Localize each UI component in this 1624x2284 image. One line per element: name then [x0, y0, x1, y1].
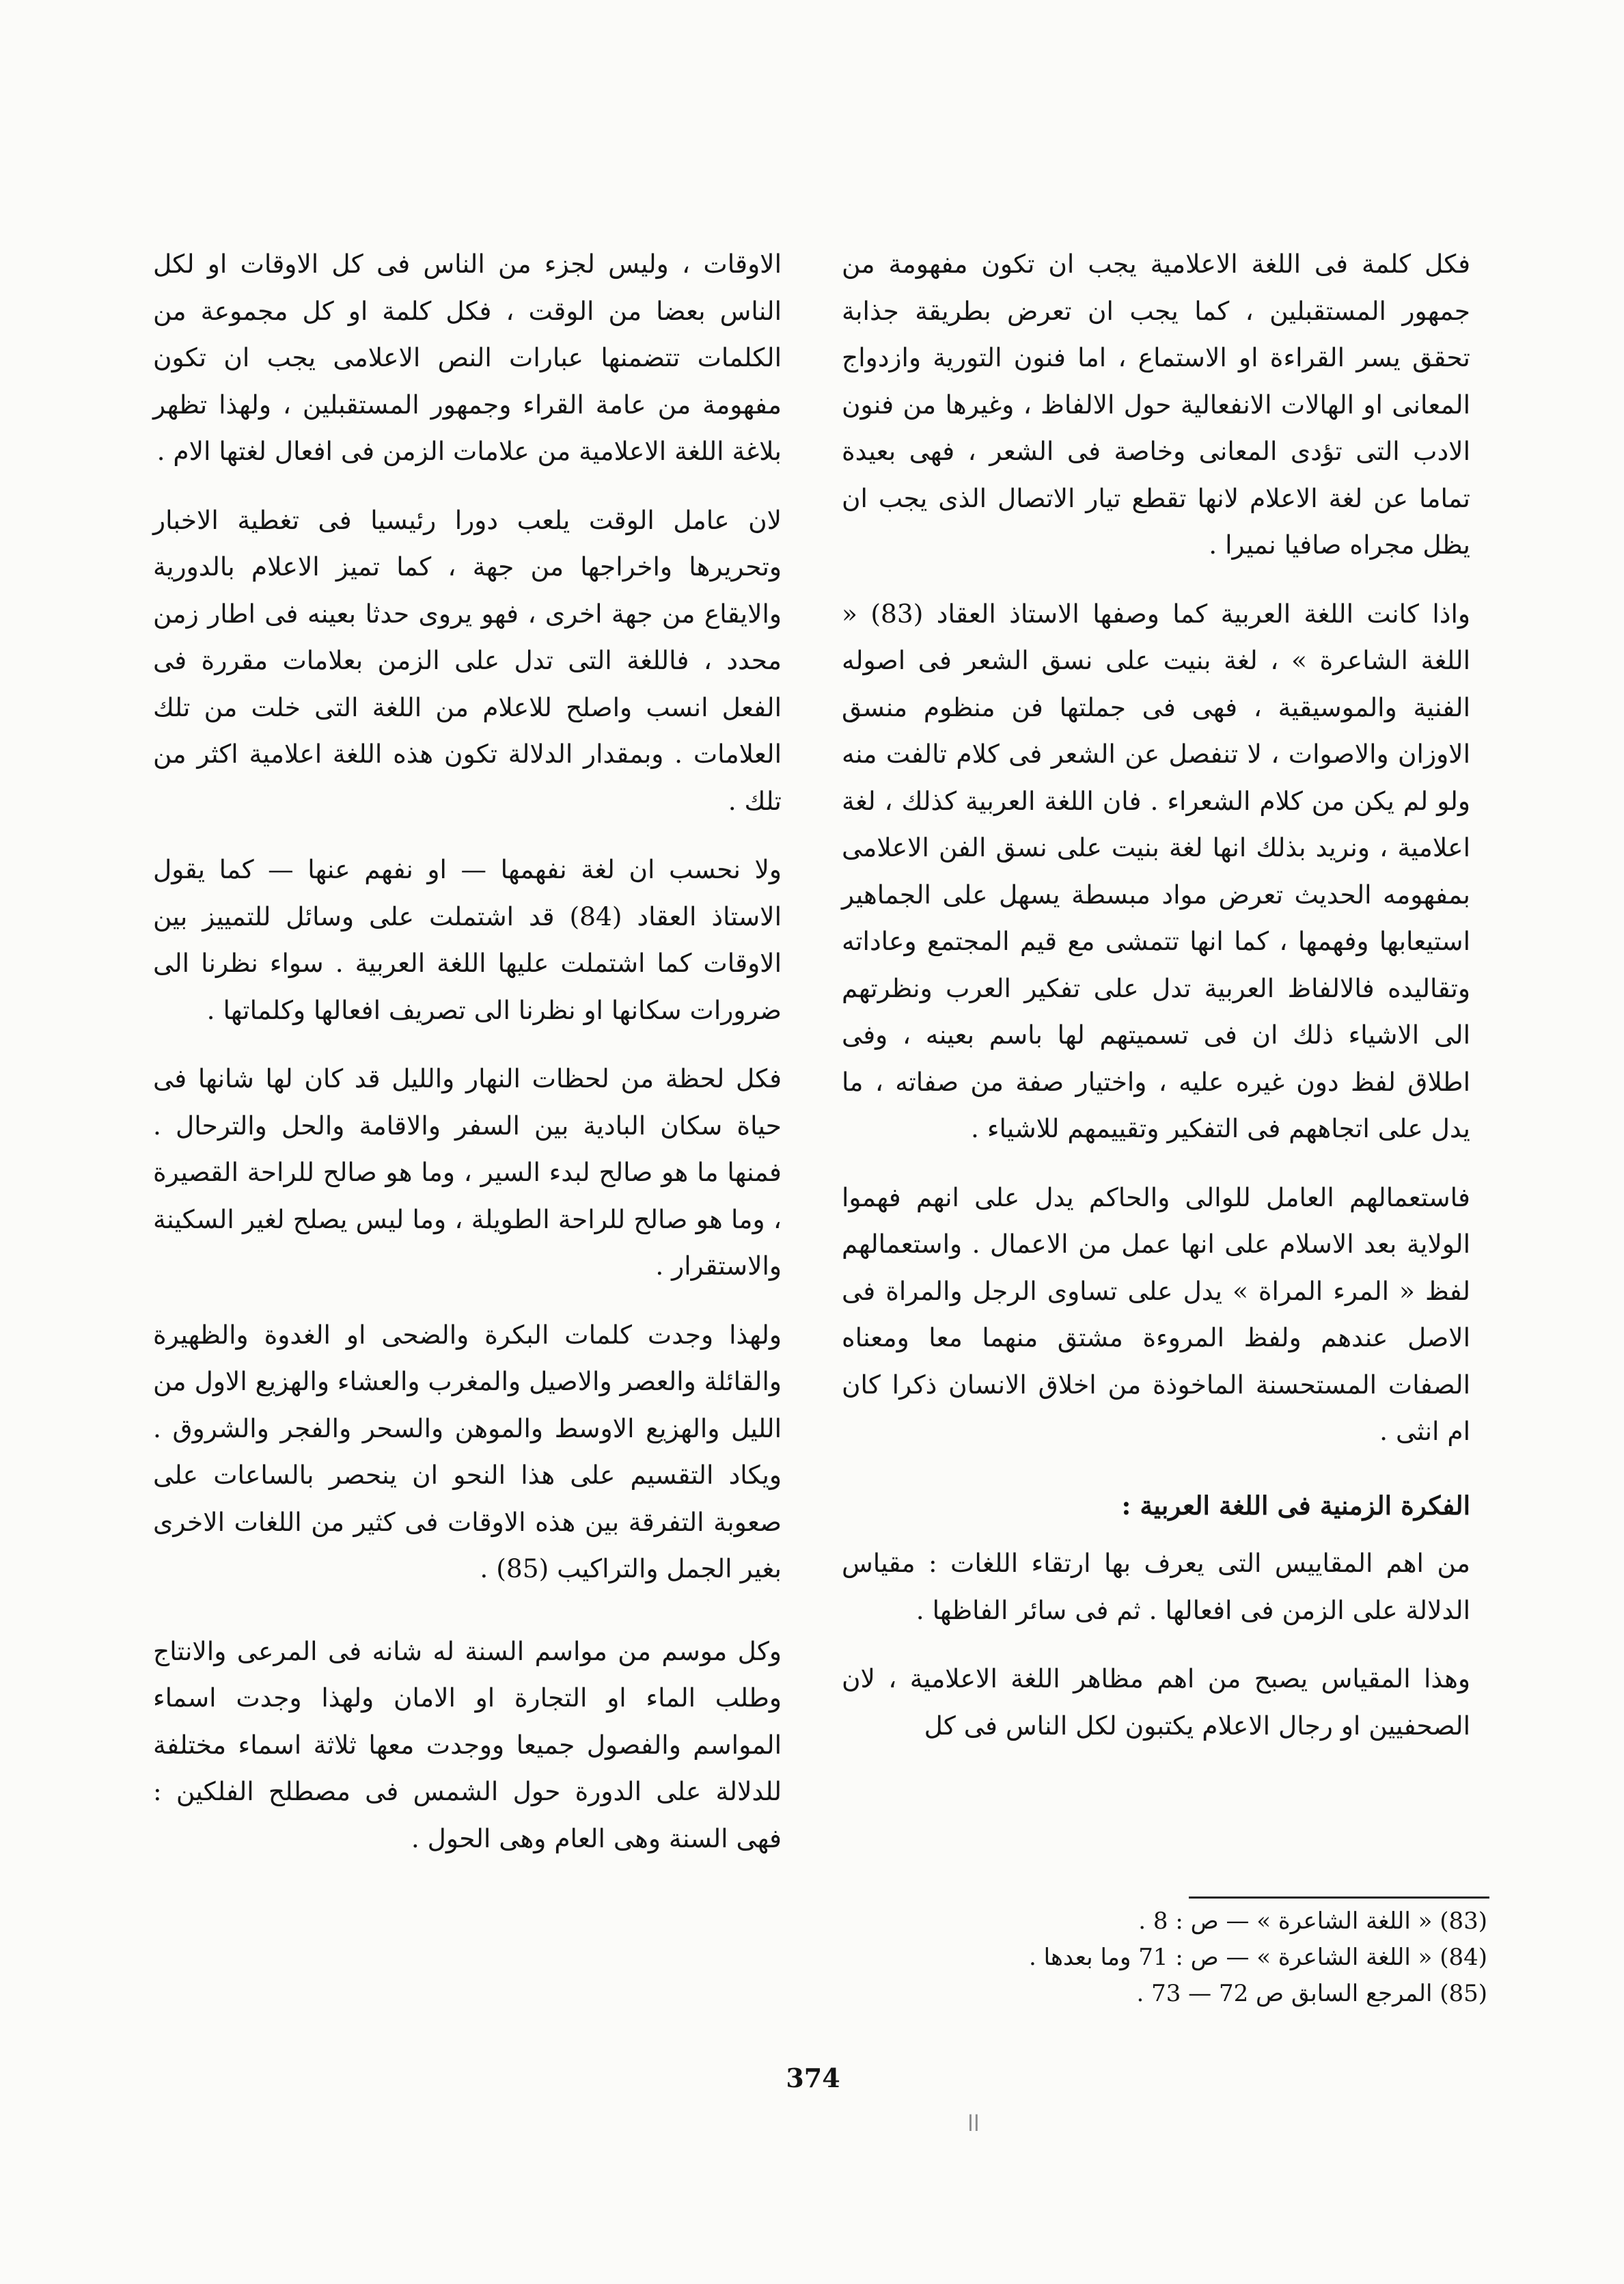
paragraph: ولا نحسب ان لغة نفهمها — او نفهم عنها — كما يقول الاستاذ العقاد (84) قد اشتملت على وسائل للتمييز بين الاوقات كما اشتملت عليها اللغة العربية . سواء نظرنا الى ضرورات سكانها او نظرنا الى تصريف افعالها وكلماتها .	[153, 854, 782, 1025]
footnotes	[842, 1903, 1487, 2012]
paragraph: فكل كلمة فى اللغة الاعلامية يجب ان تكون مفهومة من جمهور المستقبلين ، كما يجب ان تعرض بطريقة جذابة تحقق يسر القراءة او الاستماع ، اما فنون التورية وازدواج المعانى او الهالات الانفعالية حول الالفاظ ، وغيرها من فنون الادب التى تؤدى المعانى وخاصة فى الشعر ، فهى بعيدة تماما عن لغة الاعلام لانها تقطع تيار الاتصال الذى يجب ان يظل مجراه صافيا نميرا .	[842, 249, 1470, 560]
section-heading: الفكرة الزمنية فى اللغة العربية :	[1121, 1490, 1470, 1521]
paragraph: وهذا المقياس يصبح من اهم مظاهر اللغة الاعلامية ، لان الصحفيين او رجال الاعلام يكتبون لكل الناس فى كل	[842, 1663, 1470, 1741]
footnote-divider	[1189, 1896, 1489, 1899]
scan-mark: اا	[967, 2110, 980, 2136]
paragraph: لان عامل الوقت يلعب دورا رئيسيا فى تغطية الاخبار وتحريرها واخراجها من جهة ، كما تميز الاعلام بالدورية والايقاع من جهة اخرى ، فهو يروى حدثا بعينه فى اطار زمن محدد ، فاللغة التى تدل على الزمن بعلامات مقررة فى الفعل انسب واصلح للاعلام من اللغة التى خلت من تلك العلامات . وبمقدار الدلالة تكون هذه اللغة اعلامية اكثر من تلك .	[153, 504, 782, 816]
paragraph: واذا كانت اللغة العربية كما وصفها الاستاذ العقاد (83) « اللغة الشاعرة » ، لغة بنيت على نسق الشعر فى اصوله الفنية والموسيقية ، فهى فى جملتها فن منظوم منسق الاوزان والاصوات ، لا تنفصل عن الشعر فى كلام تالفت منه ولو لم يكن من كلام الشعراء . فان اللغة العربية كذلك ، لغة اعلامية ، ونريد بذلك انها لغة بنيت على نسق الفن الاعلامى بمفهومه الحديث تعرض مواد مبسطة يسهل على الجماهير استيعابها وفهمها ، كما انها تتمشى مع قيم المجتمع وعاداته وتقاليده فالالفاظ العربية تدل على تفكير العرب ونظرتهم الى الاشياء ذلك ان فى تسميتهم لها باسم بعينه ، وفى اطلاق لفظ دون غيره عليه ، واختيار صفة من صفاته ، ما يدل على اتجاههم فى التفكير وتقييمهم للاشياء .	[842, 598, 1470, 1143]
paragraph: ولهذا وجدت كلمات البكرة والضحى او الغدوة والظهيرة والقائلة والعصر والاصيل والمغرب والعشاء والهزيع الاول من الليل والهزيع الاوسط والموهن والسحر والفجر والشروق . ويكاد التقسيم على هذا النحو ان ينحصر بالساعات على صعوبة التفرقة بين هذه الاوقات فى كثير من اللغات الاخرى بغير الجمل والتراكيب (85) .	[153, 1319, 782, 1583]
paragraph: فكل لحظة من لحظات النهار والليل قد كان لها شانها فى حياة سكان البادية بين السفر والاقامة والحل والترحال . فمنها ما هو صالح لبدء السير ، وما هو صالح للراحة القصيرة ، وما هو صالح للراحة الطويلة ، وما ليس يصلح لغير السكينة والاستقرار .	[153, 1063, 782, 1281]
paragraph: فاستعمالهم العامل للوالى والحاكم يدل على انهم فهموا الولاية بعد الاسلام على انها عمل من الاعمال . واستعمالهم لفظ « المرء المراة » يدل على تساوى الرجل والمراة فى الاصل عندهم ولفظ المروءة مشتق منهما معا ومعناه الصفات المستحسنة الماخوذة من اخلاق الانسان ذكرا كان ام انثى .	[842, 1182, 1470, 1446]
paragraph: من اهم المقاييس التى يعرف بها ارتقاء اللغات : مقياس الدلالة على الزمن فى افعالها . ثم فى سائر الفاظها .	[842, 1548, 1470, 1625]
footnote: (84) « اللغة الشاعرة » — ص : 71 وما بعدها .	[1029, 1944, 1487, 1971]
paragraph: وكل موسم من مواسم السنة له شانه فى المرعى والانتاج وطلب الماء او التجارة او الامان ولهذا وجدت اسماء المواسم والفصول جميعا ووجدت معها ثلاثة اسماء مختلفة للدلالة على الدورة حول الشمس فى مصطلح الفلكين : فهى السنة وهى العام وهى الحول .	[153, 1635, 782, 1853]
footnote: (83) « اللغة الشاعرة » — ص : 8 .	[1138, 1907, 1487, 1935]
left-column	[153, 241, 782, 1862]
right-column	[842, 241, 1470, 1749]
page-number: 374	[786, 2063, 840, 2093]
footnote: (85) المرجع السابق ص 72 — 73 .	[1136, 1980, 1487, 2007]
paragraph: الاوقات ، وليس لجزء من الناس فى كل الاوقات او لكل الناس بعضا من الوقت ، فكل كلمة او كل مجموعة من الكلمات تتضمنها عبارات النص الاعلامى يجب ان تكون مفهومة من عامة القراء وجمهور المستقبلين ، ولهذا تظهر بلاغة اللغة الاعلامية من علامات الزمن فى افعال لغتها الام .	[153, 249, 782, 466]
